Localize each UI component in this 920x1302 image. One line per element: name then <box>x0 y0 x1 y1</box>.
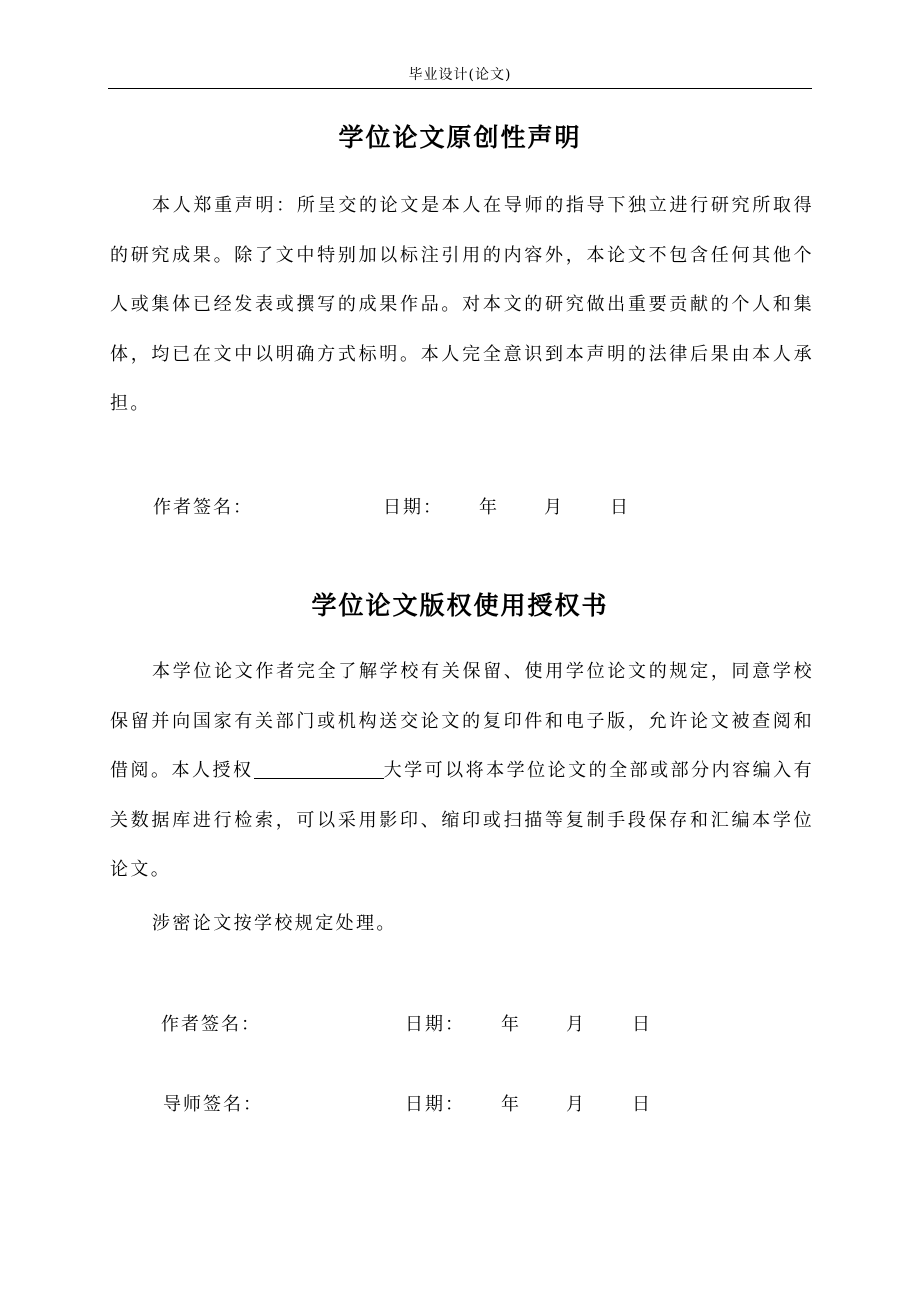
authorization-body-part2: 大学可以将本学位论文的全部或部分内容编入有关数据库进行检索，可以采用影印、缩印或扫描等复制手段保存和汇编本学位论文。 <box>110 760 814 880</box>
day-label: 日 <box>632 1094 652 1115</box>
authorization-body <box>110 647 814 895</box>
advisor-signature-label: 导师签名： <box>163 1094 263 1115</box>
university-name-blank <box>254 760 384 779</box>
date-label: 日期： <box>383 497 443 518</box>
authorization-author-signature-row <box>0 1010 920 1040</box>
declaration-title: 学位论文原创性声明 <box>338 123 582 152</box>
year-label: 年 <box>479 497 499 518</box>
author-signature-label: 作者签名： <box>161 1014 261 1035</box>
month-label: 月 <box>544 497 564 518</box>
authorization-body-part1: 本学位论文作者完全了解学校有关保留、使用学位论文的规定，同意学校保留并向国家有关部门或机构送交论文的复印件和电子版，允许论文被查阅和借阅。本人授权 <box>110 661 814 781</box>
day-label: 日 <box>610 497 630 518</box>
month-label: 月 <box>566 1094 586 1115</box>
year-label: 年 <box>501 1094 521 1115</box>
secret-note: 涉密论文按学校规定处理。 <box>152 913 397 934</box>
page-header: 毕业设计(论文) <box>408 67 512 83</box>
year-label: 年 <box>501 1014 521 1035</box>
declaration-signature-row <box>0 493 920 523</box>
date-label: 日期： <box>405 1014 465 1035</box>
declaration-body: 本人郑重声明：所呈交的论文是本人在导师的指导下独立进行研究所取得的研究成果。除了文中特别加以标注引用的内容外，本论文不包含任何其他个人或集体已经发表或撰写的成果作品。对本文的研究做出重要贡献的个人和集体，均已在文中以明确方式标明。本人完全意识到本声明的法律后果由本人承担。 <box>110 195 814 414</box>
authorization-advisor-signature-row <box>0 1090 920 1120</box>
month-label: 月 <box>566 1014 586 1035</box>
authorization-title: 学位论文版权使用授权书 <box>311 591 609 620</box>
author-signature-label: 作者签名： <box>153 497 253 518</box>
day-label: 日 <box>632 1014 652 1035</box>
header-rule <box>108 88 812 89</box>
date-label: 日期： <box>405 1094 465 1115</box>
